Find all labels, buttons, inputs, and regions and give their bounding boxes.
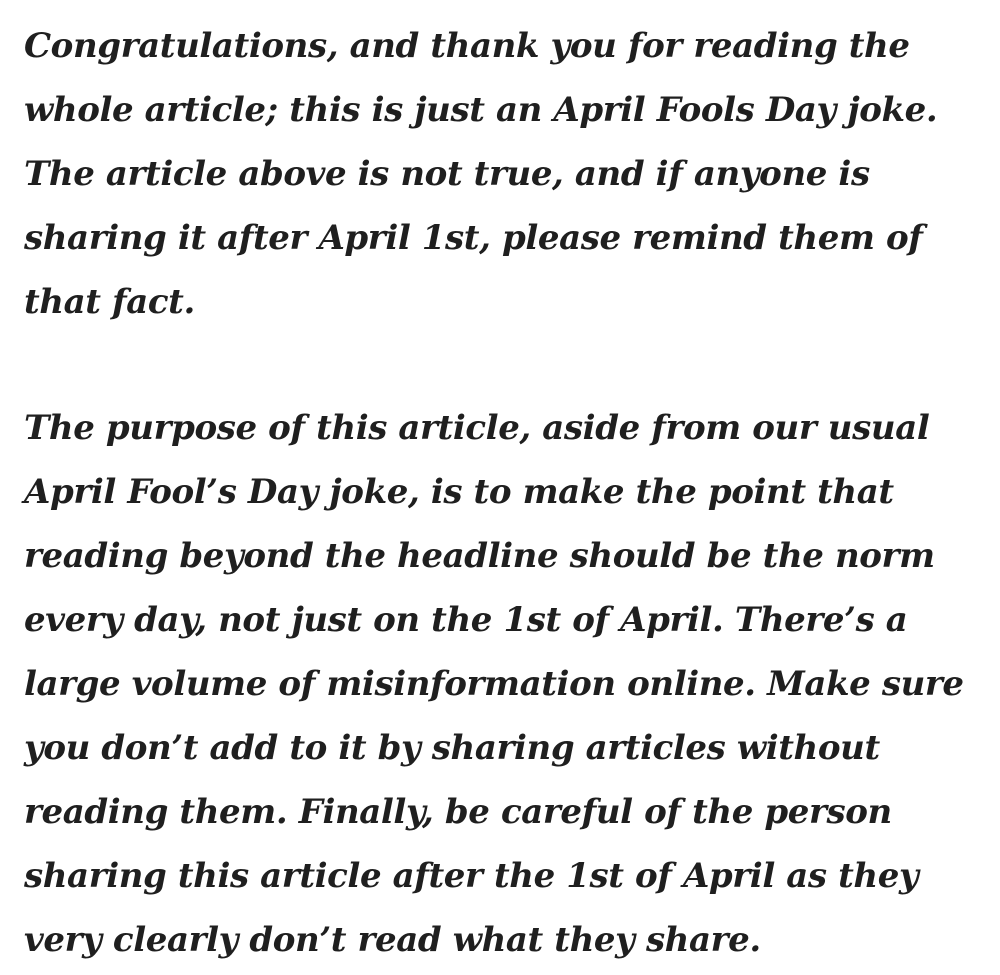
- text-line: sharing it after April 1st, please remind them of: [24, 218, 923, 258]
- text-line: reading beyond the headline should be the norm: [24, 536, 935, 576]
- text-line: that fact.: [24, 282, 195, 322]
- text-line: you don’t add to it by sharing articles without: [24, 728, 880, 768]
- text-line: reading them. Finally, be careful of the person: [24, 792, 892, 832]
- text-line: Congratulations, and thank you for reading the: [24, 26, 910, 66]
- text-line: sharing this article after the 1st of April as they: [24, 856, 919, 896]
- article-text: [24, 14, 984, 972]
- paragraph-1: [24, 14, 984, 334]
- text-line: The purpose of this article, aside from our usual: [24, 408, 930, 448]
- text-line: very clearly don’t read what they share.: [24, 920, 761, 960]
- text-line: whole article; this is just an April Fools Day joke.: [24, 90, 938, 130]
- text-line: The article above is not true, and if anyone is: [24, 154, 870, 194]
- text-line: large volume of misinformation online. Make sure: [24, 664, 964, 704]
- paragraph-2: [24, 396, 984, 972]
- text-line: April Fool’s Day joke, is to make the point that: [24, 472, 894, 512]
- text-line: every day, not just on the 1st of April. There’s a: [24, 600, 908, 640]
- paragraph-spacer: [24, 334, 984, 396]
